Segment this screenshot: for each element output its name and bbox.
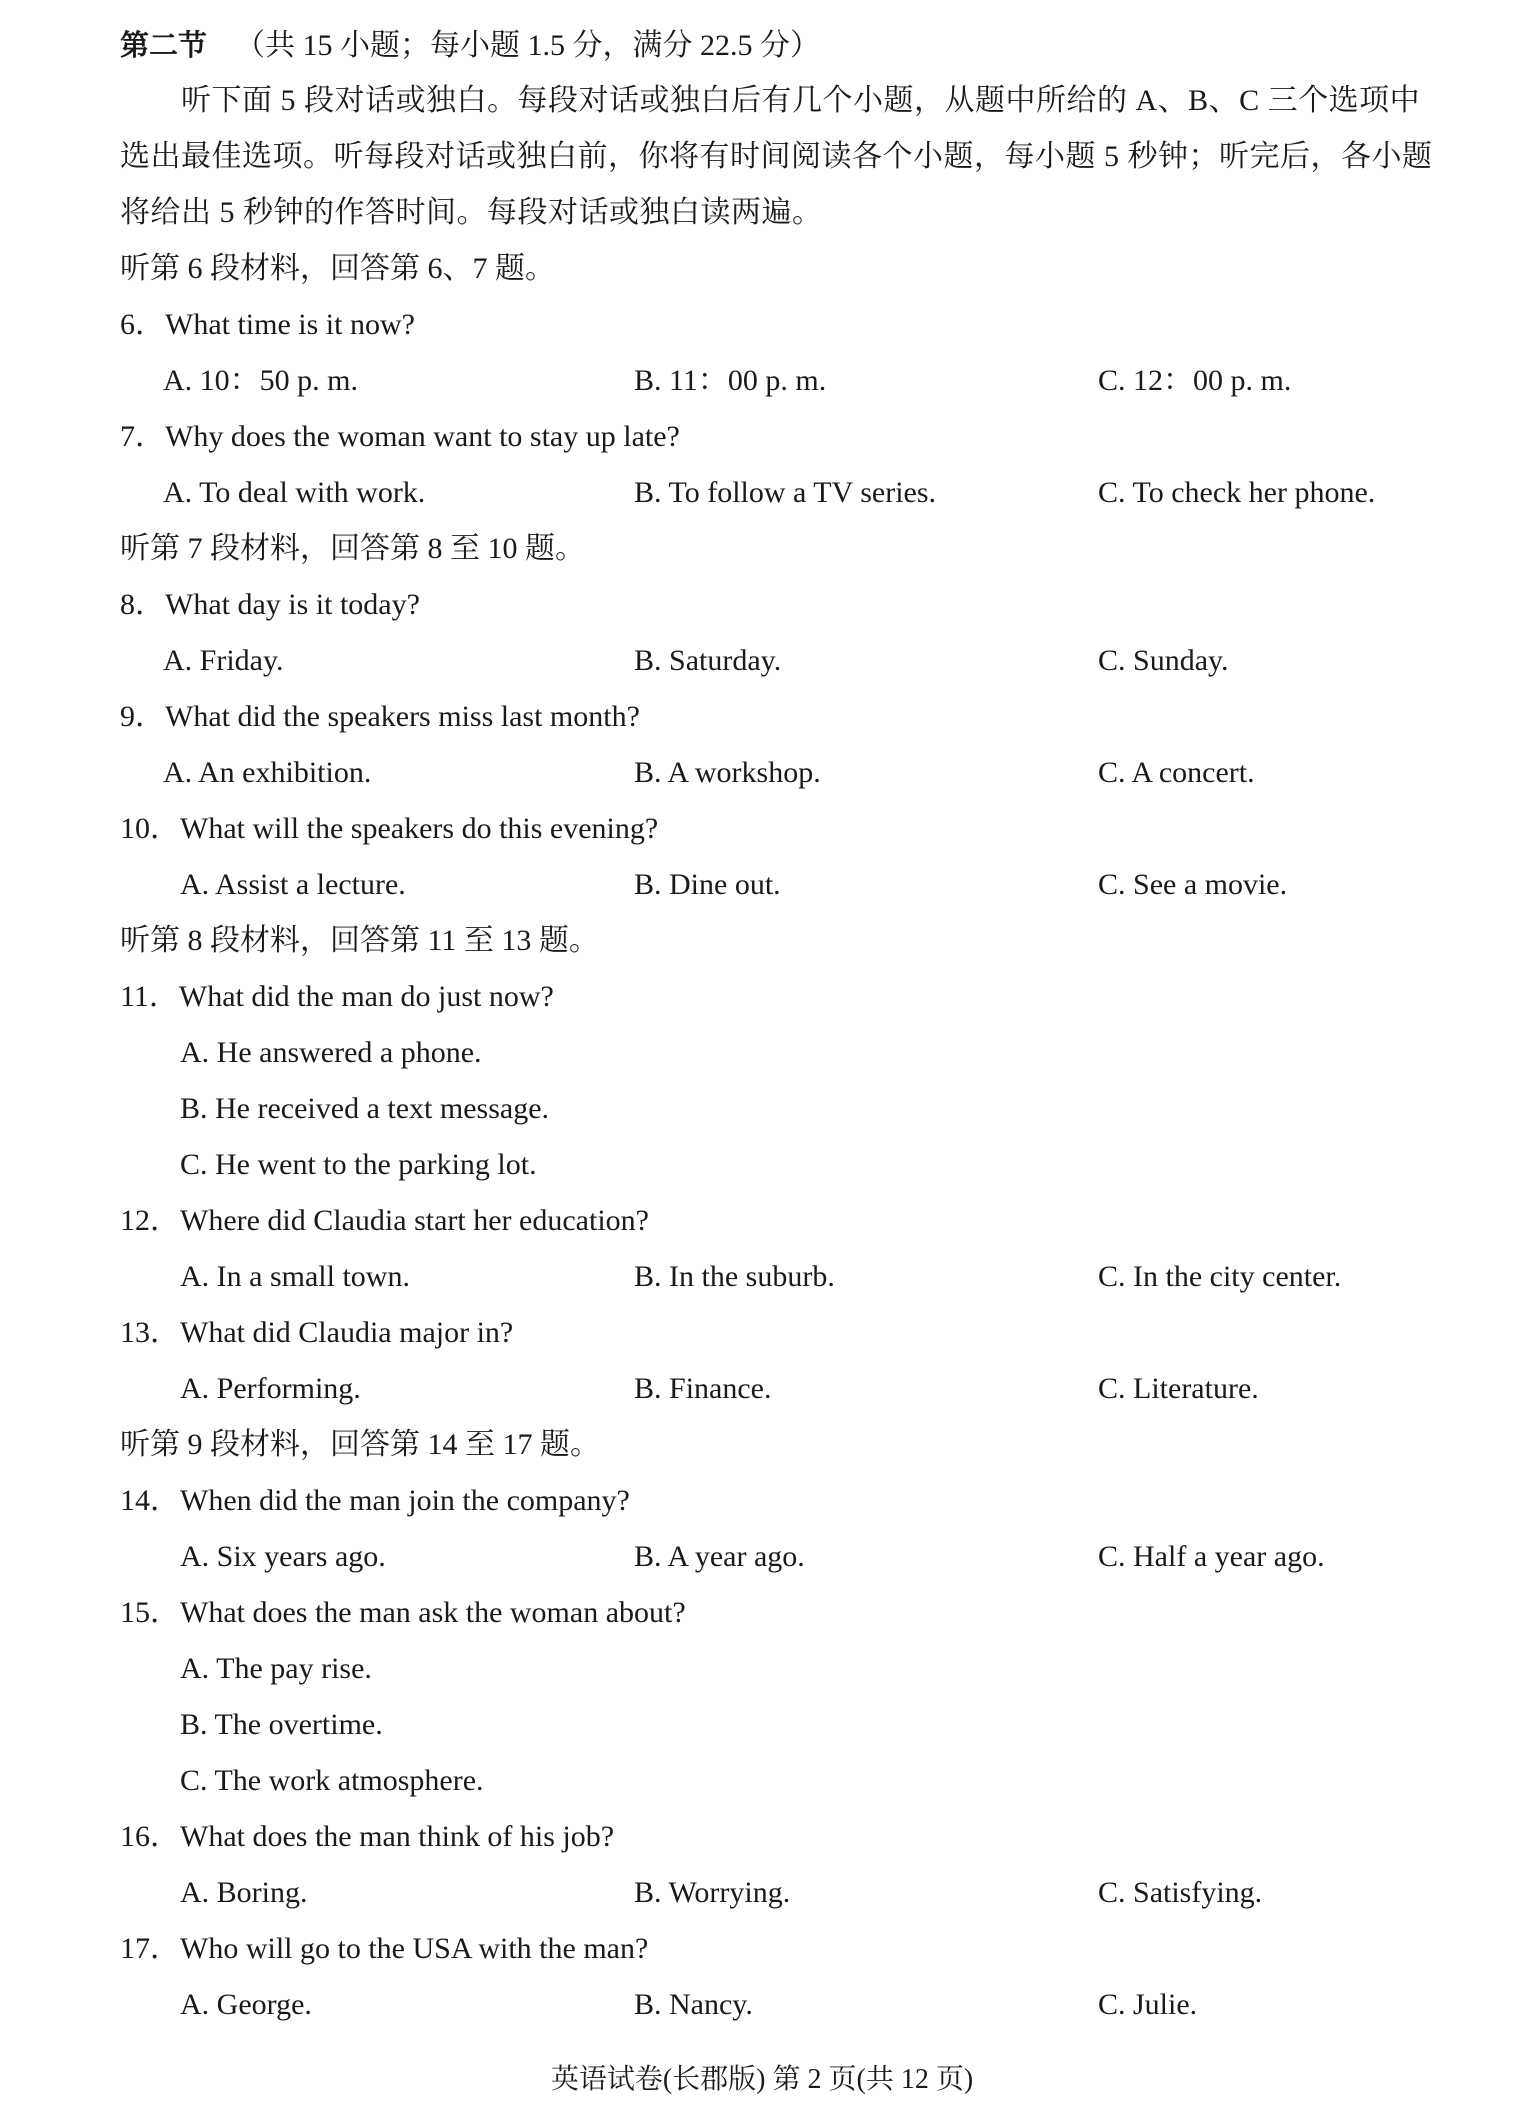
instruction-line-3: 将给出 5 秒钟的作答时间。每段对话或独白读两遍。 — [120, 196, 823, 229]
option-b: B. 11：00 p. m. — [634, 364, 827, 397]
option-c: C. He went to the parking lot. — [180, 1148, 537, 1181]
option-row — [0, 1249, 1524, 1305]
option-row — [0, 633, 1524, 689]
question-stem: 14．When did the man join the company? — [120, 1484, 630, 1517]
option-b: B. A workshop. — [634, 756, 821, 789]
option-b: B. Saturday. — [634, 644, 782, 677]
question-stem: 12．Where did Claudia start her education? — [120, 1204, 649, 1237]
question-stem: 8．What day is it today? — [120, 588, 420, 621]
option-b: B. Worrying. — [634, 1876, 791, 1909]
instruction-line-1: 听下面 5 段对话或独白。每段对话或独白后有几个小题，从题中所给的 A、B、C 三个选项中 — [120, 84, 1421, 117]
option-a: A. In a small town. — [180, 1260, 410, 1293]
option-a: A. He answered a phone. — [180, 1036, 482, 1069]
question-stem: 10．What will the speakers do this evening? — [120, 812, 659, 845]
option-c: C. A concert. — [1098, 756, 1255, 789]
question-stem: 13．What did Claudia major in? — [120, 1316, 514, 1349]
section-intro: 听第 7 段材料，回答第 8 至 10 题。 — [120, 532, 585, 565]
option-row — [0, 465, 1524, 521]
option-c: C. To check her phone. — [1098, 476, 1376, 509]
option-c: C. 12：00 p. m. — [1098, 364, 1292, 397]
option-b: B. Nancy. — [634, 1988, 753, 2021]
option-b: B. The overtime. — [180, 1708, 383, 1741]
option-a: A. The pay rise. — [180, 1652, 372, 1685]
option-c: C. Half a year ago. — [1098, 1540, 1325, 1573]
section-header — [120, 17, 820, 73]
option-row — [0, 1977, 1524, 2033]
option-a: A. Performing. — [180, 1372, 361, 1405]
option-c: C. Julie. — [1098, 1988, 1198, 2021]
option-b: B. Dine out. — [634, 868, 781, 901]
option-row — [0, 1865, 1524, 1921]
option-row — [0, 857, 1524, 913]
option-a: A. Six years ago. — [180, 1540, 386, 1573]
option-b: B. To follow a TV series. — [634, 476, 937, 509]
question-stem: 6．What time is it now? — [120, 308, 415, 341]
section-intro: 听第 8 段材料，回答第 11 至 13 题。 — [120, 924, 599, 957]
option-b: B. In the suburb. — [634, 1260, 835, 1293]
option-a: A. Assist a lecture. — [180, 868, 406, 901]
page-footer: 英语试卷(长郡版) 第 2 页(共 12 页) — [550, 2064, 974, 2095]
question-stem: 7．Why does the woman want to stay up late? — [120, 420, 680, 453]
option-row — [0, 1361, 1524, 1417]
option-c: C. Sunday. — [1098, 644, 1229, 677]
option-b: B. A year ago. — [634, 1540, 805, 1573]
option-a: A. To deal with work. — [163, 476, 426, 509]
option-row — [0, 745, 1524, 801]
section-title: 第二节 — [120, 28, 208, 62]
option-c: C. The work atmosphere. — [180, 1764, 484, 1797]
question-stem: 9．What did the speakers miss last month? — [120, 700, 640, 733]
question-stem: 11．What did the man do just now? — [120, 980, 554, 1013]
question-stem: 15．What does the man ask the woman about? — [120, 1596, 686, 1629]
option-row — [0, 353, 1524, 409]
option-c: C. See a movie. — [1098, 868, 1288, 901]
option-a: A. Friday. — [163, 644, 284, 677]
option-c: C. In the city center. — [1098, 1260, 1342, 1293]
option-c: C. Literature. — [1098, 1372, 1259, 1405]
option-a: A. Boring. — [180, 1876, 308, 1909]
option-a: A. An exhibition. — [163, 756, 372, 789]
option-b: B. He received a text message. — [180, 1092, 550, 1125]
option-b: B. Finance. — [634, 1372, 772, 1405]
section-score-info: （共 15 小题；每小题 1.5 分，满分 22.5 分） — [235, 29, 821, 62]
question-stem: 16．What does the man think of his job? — [120, 1820, 615, 1853]
section-intro: 听第 9 段材料，回答第 14 至 17 题。 — [120, 1428, 600, 1461]
section-intro: 听第 6 段材料，回答第 6、7 题。 — [120, 252, 555, 285]
option-a: A. George. — [180, 1988, 312, 2021]
option-c: C. Satisfying. — [1098, 1876, 1263, 1909]
option-row — [0, 1529, 1524, 1585]
option-a: A. 10：50 p. m. — [163, 364, 358, 397]
question-stem: 17．Who will go to the USA with the man? — [120, 1932, 649, 1965]
instruction-line-2: 选出最佳选项。听每段对话或独白前，你将有时间阅读各个小题，每小题 5 秒钟；听完后，各小题 — [120, 140, 1433, 173]
